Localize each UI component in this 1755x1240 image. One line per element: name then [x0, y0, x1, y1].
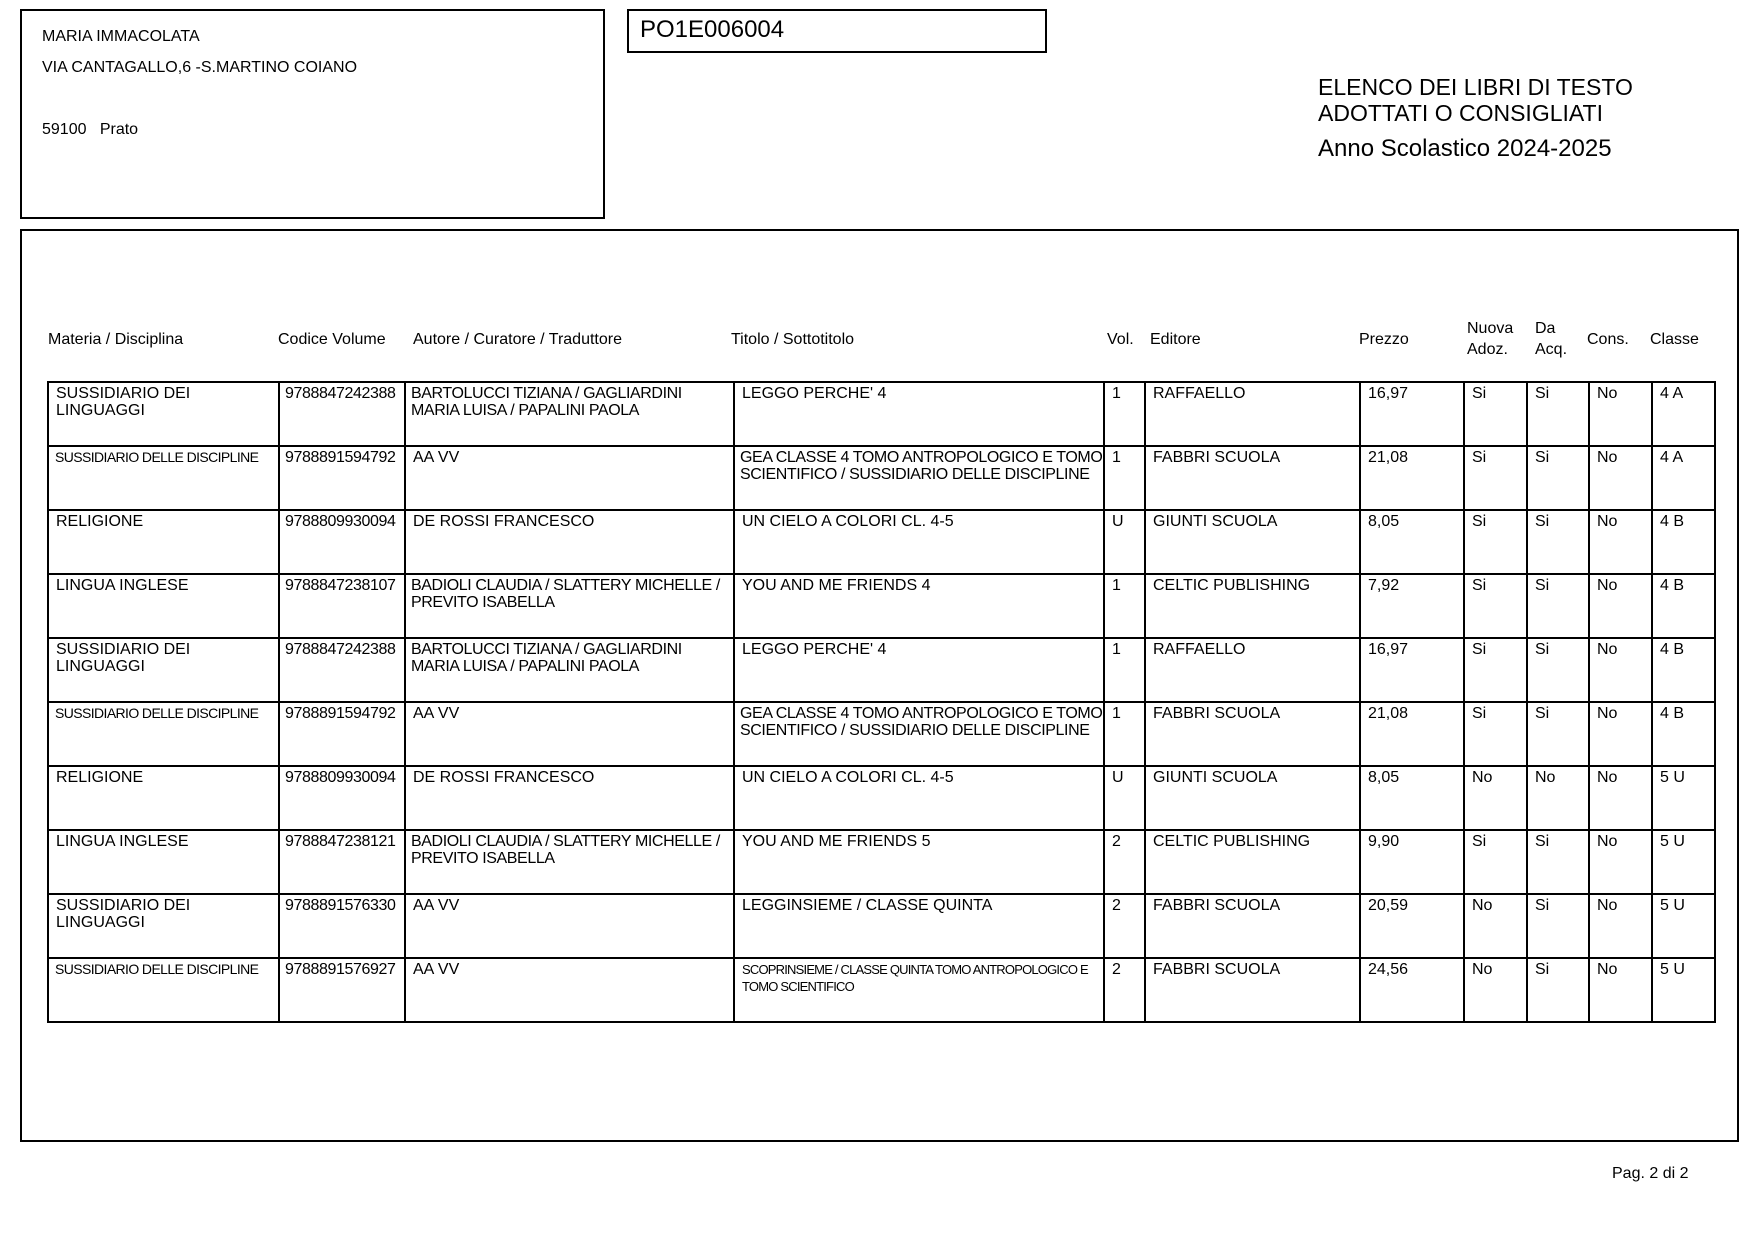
cell-titolo: GEA CLASSE 4 TOMO ANTROPOLOGICO E TOMO SCIENTIFICO / SUSSIDIARIO DELLE DISCIPLINE [734, 702, 1104, 766]
cell-da-acq: Si [1527, 702, 1589, 766]
cell-materia: SUSSIDIARIO DEI LINGUAGGI [48, 382, 279, 446]
cell-classe: 4 B [1652, 702, 1715, 766]
col-header-classe: Classe [1650, 331, 1699, 348]
cell-editore: RAFFAELLO [1145, 638, 1360, 702]
cell-vol: 2 [1104, 894, 1145, 958]
cell-editore: FABBRI SCUOLA [1145, 446, 1360, 510]
cell-nuova: Si [1464, 830, 1527, 894]
cell-materia: RELIGIONE [48, 510, 279, 574]
table-row [48, 446, 1715, 510]
col-header-nuova-adoz: Nuova Adoz. [1467, 320, 1514, 358]
cell-autore: BADIOLI CLAUDIA / SLATTERY MICHELLE / PREVITO ISABELLA [405, 574, 734, 638]
cell-prezzo: 16,97 [1360, 382, 1464, 446]
cell-cons: No [1589, 894, 1652, 958]
cell-autore: AA VV [405, 702, 734, 766]
cell-da-acq: Si [1527, 382, 1589, 446]
cell-materia: SUSSIDIARIO DELLE DISCIPLINE [48, 958, 279, 1022]
cell-da-acq: Si [1527, 830, 1589, 894]
cell-prezzo: 8,05 [1360, 510, 1464, 574]
cell-editore: GIUNTI SCUOLA [1145, 766, 1360, 830]
cell-nuova: Si [1464, 702, 1527, 766]
col-header-materia: Materia / Disciplina [48, 331, 184, 348]
cell-prezzo: 20,59 [1360, 894, 1464, 958]
cell-vol: 1 [1104, 446, 1145, 510]
cell-nuova: No [1464, 766, 1527, 830]
col-header-titolo: Titolo / Sottotitolo [731, 331, 855, 348]
cell-cons: No [1589, 958, 1652, 1022]
cell-titolo: YOU AND ME FRIENDS 4 [734, 574, 1104, 638]
cell-classe: 4 A [1652, 446, 1715, 510]
school-city: 59100 Prato [42, 121, 139, 138]
cell-prezzo: 16,97 [1360, 638, 1464, 702]
cell-cons: No [1589, 574, 1652, 638]
cell-classe: 4 B [1652, 638, 1715, 702]
cell-codice: 9788891594792 [279, 702, 405, 766]
col-header-vol: Vol. [1107, 331, 1134, 348]
cell-materia: SUSSIDIARIO DELLE DISCIPLINE [48, 702, 279, 766]
col-header-cons: Cons. [1587, 331, 1629, 348]
cell-vol: U [1104, 510, 1145, 574]
cell-editore: CELTIC PUBLISHING [1145, 830, 1360, 894]
heading-line-2: ADOTTATI O CONSIGLIATI [1318, 100, 1603, 126]
cell-materia: SUSSIDIARIO DELLE DISCIPLINE [48, 446, 279, 510]
cell-prezzo: 21,08 [1360, 702, 1464, 766]
cell-cons: No [1589, 766, 1652, 830]
cell-cons: No [1589, 702, 1652, 766]
cell-da-acq: Si [1527, 446, 1589, 510]
cell-codice: 9788809930094 [279, 766, 405, 830]
cell-editore: FABBRI SCUOLA [1145, 894, 1360, 958]
cell-nuova: Si [1464, 446, 1527, 510]
cell-editore: RAFFAELLO [1145, 382, 1360, 446]
school-info-box [20, 9, 605, 219]
cell-classe: 5 U [1652, 766, 1715, 830]
page-number: Pag. 2 di 2 [1612, 1165, 1689, 1182]
cell-titolo: UN CIELO A COLORI CL. 4-5 [734, 510, 1104, 574]
cell-autore: BARTOLUCCI TIZIANA / GAGLIARDINI MARIA LUISA / PAPALINI PAOLA [405, 638, 734, 702]
cell-da-acq: Si [1527, 574, 1589, 638]
cell-prezzo: 21,08 [1360, 446, 1464, 510]
table-row [48, 638, 1715, 702]
cell-titolo: YOU AND ME FRIENDS 5 [734, 830, 1104, 894]
cell-editore: FABBRI SCUOLA [1145, 958, 1360, 1022]
school-address: VIA CANTAGALLO,6 -S.MARTINO COIANO [42, 59, 358, 76]
col-header-autore: Autore / Curatore / Traduttore [413, 331, 622, 348]
cell-autore: BARTOLUCCI TIZIANA / GAGLIARDINI MARIA LUISA / PAPALINI PAOLA [405, 382, 734, 446]
cell-vol: U [1104, 766, 1145, 830]
cell-editore: GIUNTI SCUOLA [1145, 510, 1360, 574]
cell-editore: FABBRI SCUOLA [1145, 702, 1360, 766]
cell-vol: 1 [1104, 702, 1145, 766]
cell-classe: 4 B [1652, 574, 1715, 638]
cell-vol: 1 [1104, 382, 1145, 446]
cell-codice: 9788891576927 [279, 958, 405, 1022]
cell-editore: CELTIC PUBLISHING [1145, 574, 1360, 638]
cell-codice: 9788847238107 [279, 574, 405, 638]
cell-titolo: LEGGO PERCHE' 4 [734, 382, 1104, 446]
cell-titolo: SCOPRINSIEME / CLASSE QUINTA TOMO ANTROPOLOGICO E TOMO SCIENTIFICO [734, 958, 1104, 1022]
cell-codice: 9788847242388 [279, 638, 405, 702]
cell-da-acq: No [1527, 766, 1589, 830]
table-row [48, 510, 1715, 574]
cell-prezzo: 24,56 [1360, 958, 1464, 1022]
cell-da-acq: Si [1527, 958, 1589, 1022]
table-row [48, 958, 1715, 1022]
cell-classe: 5 U [1652, 958, 1715, 1022]
cell-vol: 2 [1104, 958, 1145, 1022]
cell-autore: DE ROSSI FRANCESCO [405, 510, 734, 574]
table-row [48, 830, 1715, 894]
school-code-box: PO1E006004 [627, 9, 1047, 53]
textbook-table [47, 381, 1716, 1023]
cell-codice: 9788891576330 [279, 894, 405, 958]
col-header-prezzo: Prezzo [1359, 331, 1409, 348]
cell-codice: 9788809930094 [279, 510, 405, 574]
cell-cons: No [1589, 510, 1652, 574]
cell-vol: 2 [1104, 830, 1145, 894]
cell-nuova: No [1464, 894, 1527, 958]
col-header-editore: Editore [1150, 331, 1201, 348]
table-row [48, 574, 1715, 638]
cell-materia: LINGUA INGLESE [48, 830, 279, 894]
heading-line-1: ELENCO DEI LIBRI DI TESTO [1318, 74, 1633, 100]
cell-vol: 1 [1104, 638, 1145, 702]
school-year: Anno Scolastico 2024-2025 [1318, 135, 1612, 162]
cell-autore: BADIOLI CLAUDIA / SLATTERY MICHELLE / PREVITO ISABELLA [405, 830, 734, 894]
cell-prezzo: 7,92 [1360, 574, 1464, 638]
table-row [48, 702, 1715, 766]
cell-titolo: UN CIELO A COLORI CL. 4-5 [734, 766, 1104, 830]
cell-autore: AA VV [405, 894, 734, 958]
cell-materia: LINGUA INGLESE [48, 574, 279, 638]
document-heading [1318, 74, 1633, 162]
cell-classe: 4 A [1652, 382, 1715, 446]
school-name: MARIA IMMACOLATA [42, 28, 200, 45]
cell-da-acq: Si [1527, 510, 1589, 574]
cell-codice: 9788891594792 [279, 446, 405, 510]
col-header-da-acq: Da Acq. [1535, 320, 1568, 358]
cell-materia: SUSSIDIARIO DEI LINGUAGGI [48, 894, 279, 958]
cell-nuova: Si [1464, 638, 1527, 702]
cell-classe: 5 U [1652, 894, 1715, 958]
table-row [48, 894, 1715, 958]
cell-codice: 9788847242388 [279, 382, 405, 446]
col-header-codice: Codice Volume [278, 331, 386, 348]
cell-cons: No [1589, 446, 1652, 510]
cell-classe: 5 U [1652, 830, 1715, 894]
cell-vol: 1 [1104, 574, 1145, 638]
cell-prezzo: 8,05 [1360, 766, 1464, 830]
cell-nuova: Si [1464, 510, 1527, 574]
cell-titolo: GEA CLASSE 4 TOMO ANTROPOLOGICO E TOMO SCIENTIFICO / SUSSIDIARIO DELLE DISCIPLINE [734, 446, 1104, 510]
cell-da-acq: Si [1527, 638, 1589, 702]
cell-nuova: Si [1464, 382, 1527, 446]
cell-materia: SUSSIDIARIO DEI LINGUAGGI [48, 638, 279, 702]
cell-autore: AA VV [405, 446, 734, 510]
cell-cons: No [1589, 638, 1652, 702]
cell-autore: AA VV [405, 958, 734, 1022]
cell-classe: 4 B [1652, 510, 1715, 574]
cell-materia: RELIGIONE [48, 766, 279, 830]
table-row [48, 766, 1715, 830]
cell-nuova: No [1464, 958, 1527, 1022]
cell-prezzo: 9,90 [1360, 830, 1464, 894]
cell-cons: No [1589, 830, 1652, 894]
table-row [48, 382, 1715, 446]
cell-codice: 9788847238121 [279, 830, 405, 894]
cell-titolo: LEGGO PERCHE' 4 [734, 638, 1104, 702]
cell-titolo: LEGGINSIEME / CLASSE QUINTA [734, 894, 1104, 958]
cell-nuova: Si [1464, 574, 1527, 638]
cell-da-acq: Si [1527, 894, 1589, 958]
cell-cons: No [1589, 382, 1652, 446]
cell-autore: DE ROSSI FRANCESCO [405, 766, 734, 830]
